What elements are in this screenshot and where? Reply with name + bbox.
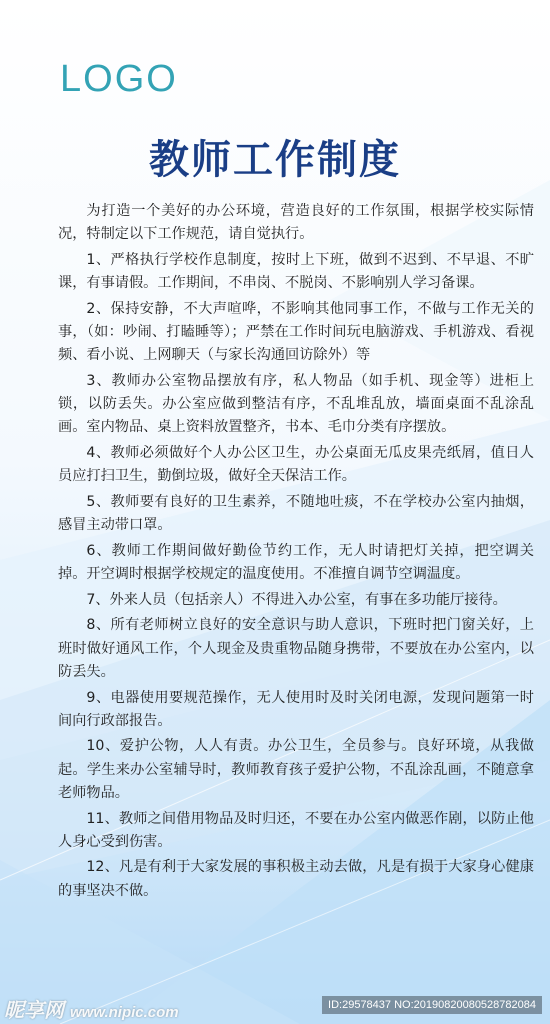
watermark-url: www.nipic.com [70,1004,179,1021]
rule-item: 2、保持安静，不大声喧哗，不影响其他同事工作，不做与工作无关的事，（如：吵闹、打瞌睡等）；严禁在工作时间玩电脑游戏、手机游戏、看视频、看小说、上网聊天（与家长沟通回访除外）等 [58,300,534,364]
rules-body [58,200,534,905]
watermark-id: ID:29578437 NO:20190820080528782084 [322,996,542,1014]
watermark-brand [4,994,179,1023]
rule-item: 8、所有老师树立良好的安全意识与助人意识，下班时把门窗关好，上班时做好通风工作，个人现金及贵重物品随身携带，不要放在办公室内，以防丢失。 [58,617,534,680]
rule-item: 3、教师办公室物品摆放有序，私人物品（如手机、现金等）进柜上锁，以防丢失。办公室应做到整洁有序，不乱堆乱放，墙面桌面不乱涂乱画。室内物品、桌上资料放置整齐，书本、毛巾分类有序摆放。 [58,372,534,436]
rule-item: 11、教师之间借用物品及时归还，不要在办公室内做恶作剧，以防止他人身心受到伤害。 [58,810,534,850]
rule-item: 7、外来人员（包括亲人）不得进入办公室，有事在多功能厅接待。 [86,591,507,608]
rule-item: 5、教师要有良好的卫生素养，不随地吐痰，不在学校办公室内抽烟，感冒主动带口罩。 [58,493,534,534]
rule-item: 12、凡是有利于大家发展的事积极主动去做，凡是有损于大家身心健康的事坚决不做。 [58,859,534,899]
rule-item: 4、教师必须做好个人办公区卫生，办公桌面无瓜皮果壳纸屑，值日人员应打扫卫生，勤倒垃圾，做好全天保洁工作。 [58,445,534,485]
rule-item: 9、电器使用要规范操作，无人使用时及时关闭电源，发现问题第一时间向行政部报告。 [58,689,534,729]
intro-paragraph: 为打造一个美好的办公环境，营造良好的工作氛围，根据学校实际情况，特制定以下工作规范，请自觉执行。 [58,203,534,243]
page-title: 教师工作制度 [149,136,401,183]
rule-item: 10、爱护公物，人人有责。办公卫生，全员参与。良好环境，从我做起。学生来办公室辅导时，教师教育孩子爱护公物，不乱涂乱画，不随意拿老师物品。 [58,738,534,801]
watermark-brand-name: 昵享网 [4,1000,64,1022]
rule-item: 6、教师工作期间做好勤俭节约工作，无人时请把灯关掉，把空调关掉。开空调时根据学校规定的温度使用。不准擅自调节空调温度。 [58,542,534,583]
rule-item: 1、严格执行学校作息制度，按时上下班，做到不迟到、不早退、不旷课，有事请假。工作期间，不串岗、不脱岗、不影响别人学习备课。 [58,251,534,292]
logo: LOGO [60,58,178,100]
